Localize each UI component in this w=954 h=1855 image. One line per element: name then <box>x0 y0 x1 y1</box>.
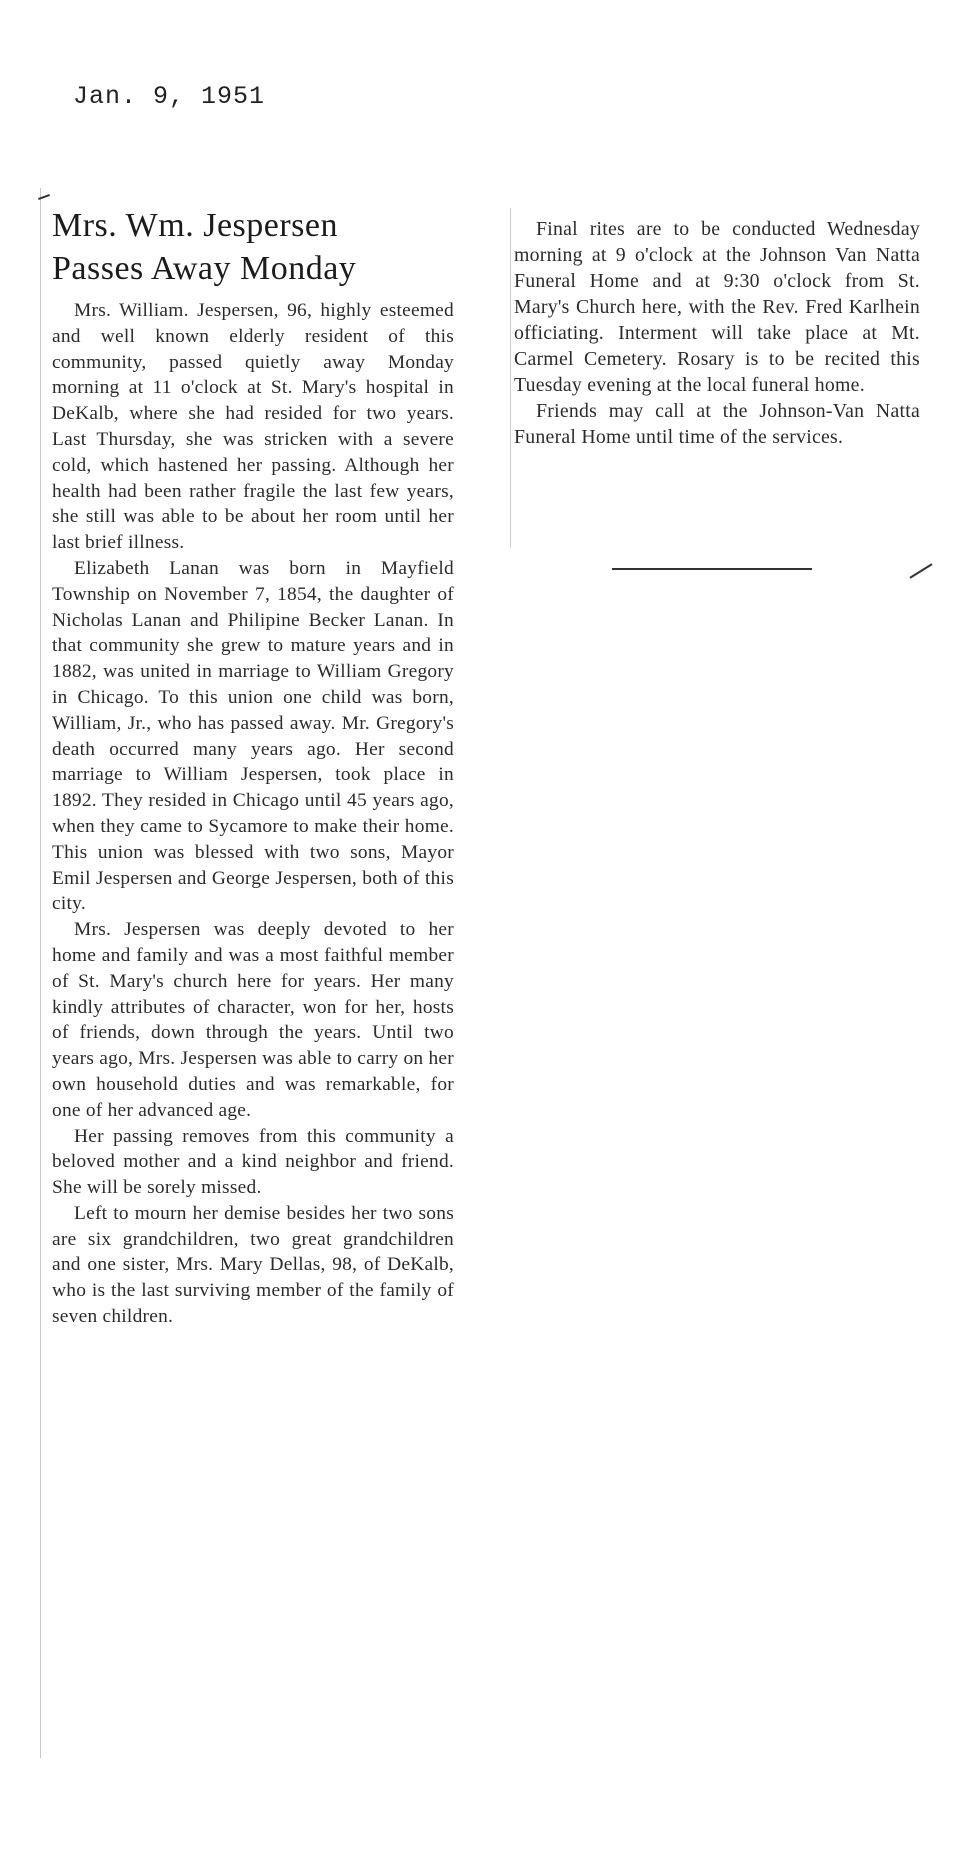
article-end-rule <box>612 568 812 570</box>
paragraph-visitation: Friends may call at the Johnson-Van Natta Funeral Home until time of the services. <box>514 400 920 448</box>
clipping-date: Jan. 9, 1951 <box>73 82 266 111</box>
paragraph-final-rites: Final rites are to be conducted Wednesday morning at 9 o'clock at the Johnson Van Natta Funeral Home and at 9:30 o'clock from St. Mary's Church here, with the Rev. Fred Karlhein officiating. Interment will take place at Mt. Carmel Cemetery. Rosary is to be recited this Tuesday evening at the local funeral home. <box>514 218 920 396</box>
right-column-rule <box>510 208 511 548</box>
article-left-column <box>52 204 454 1330</box>
paragraph-tribute: Her passing removes from this community a beloved mother and a kind neighbor and friend. She will be sorely missed. <box>52 1125 454 1199</box>
paragraph-intro: Mrs. William. Jespersen, 96, highly esteemed and well known elderly resident of this community, passed quietly away Monday morning at 11 o'clock at St. Mary's hospital in DeKalb, where she had resided for two years. Last Thursday, she was stricken with a severe cold, which hastened her passing. Although her health had been rather fragile the last few years, she still was able to be about her room until her last brief illness. <box>52 300 454 554</box>
headline-line-1: Mrs. Wm. Jespersen <box>52 207 338 244</box>
headline-line-2: Passes Away Monday <box>52 250 357 287</box>
left-column-rule <box>40 188 41 1758</box>
paragraph-character: Mrs. Jespersen was deeply devoted to her home and family and was a most faithful member of St. Mary's church here for years. Her many kindly attributes of character, won for her, hosts of friends, down through the years. Until two years ago, Mrs. Jespersen was able to carry on her own household duties and was remarkable, for one of her advanced age. <box>52 919 454 1121</box>
paragraph-biography: Elizabeth Lanan was born in Mayfield Township on November 7, 1854, the daughter of Nicholas Lanan and Philipine Becker Lanan. In that community she grew to mature years and in 1882, was united in marriage to William Gregory in Chicago. To this union one child was born, William, Jr., who has passed away. Mr. Gregory's death occurred many years ago. Her second marriage to William Jespersen, took place in 1892. They resided in Chicago until 45 years ago, when they came to Sycamore to make their home. This union was blessed with two sons, Mayor Emil Jespersen and George Jespersen, both of this city. <box>52 557 454 915</box>
article-right-column <box>514 216 920 450</box>
clipping-mark-bottom-right <box>909 563 932 578</box>
article-headline <box>52 204 454 290</box>
paragraph-survivors: Left to mourn her demise besides her two sons are six grandchildren, two great grandchildren and one sister, Mrs. Mary Dellas, 98, of DeKalb, who is the last surviving member of the family of seven children. <box>52 1202 454 1328</box>
